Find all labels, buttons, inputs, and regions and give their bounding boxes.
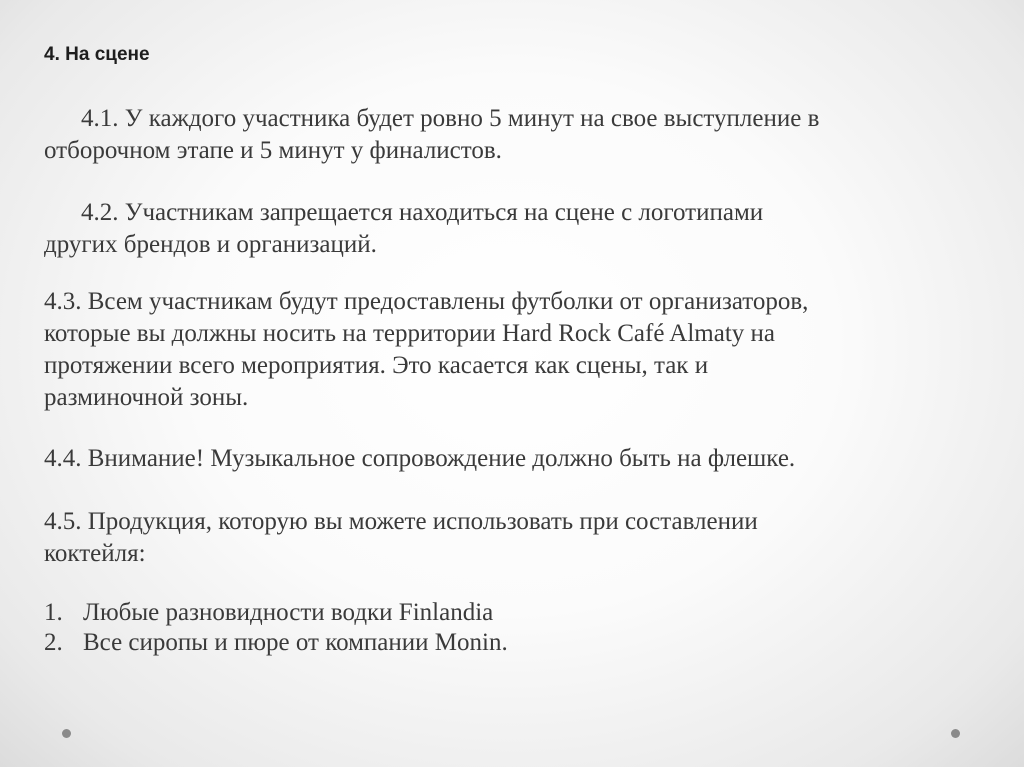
paragraph-line: которые вы должны носить на территории Hard Rock Café Almaty на — [44, 320, 776, 347]
paragraph-line: разминочной зоны. — [44, 384, 249, 411]
list-item-number: 2. — [44, 629, 63, 656]
paragraph-line: 4.3. Всем участникам будут предоставлены футболки от организаторов, — [44, 288, 809, 315]
list-item-text: Все сиропы и пюре от компании Monin. — [83, 629, 508, 656]
paragraph-line: отборочном этапе и 5 минут у финалистов. — [44, 137, 502, 164]
list-item — [44, 627, 944, 659]
list-item-text: Любые разновидности водки Finlandia — [83, 599, 494, 626]
decorative-dot-right — [951, 729, 960, 738]
paragraph-4-5 — [44, 506, 944, 570]
paragraph-line: коктейля: — [44, 540, 146, 567]
paragraph-line: протяжении всего мероприятия. Это касается как сцены, так и — [44, 352, 709, 379]
decorative-dot-left — [62, 729, 71, 738]
paragraph-4-3 — [44, 286, 944, 414]
paragraph-line: 4.5. Продукция, которую вы можете использовать при составлении — [44, 508, 758, 535]
list-item-number: 1. — [44, 599, 63, 626]
paragraph-line: 4.4. Внимание! Музыкальное сопровождение должно быть на флешке. — [44, 445, 796, 472]
list-item — [44, 597, 944, 629]
paragraph-line: других брендов и организаций. — [44, 231, 377, 258]
paragraph-4-2 — [44, 197, 944, 261]
paragraph-line: 4.1. У каждого участника будет ровно 5 минут на свое выступление в — [81, 105, 820, 132]
paragraph-4-4 — [44, 443, 944, 475]
paragraph-4-1 — [44, 103, 944, 167]
paragraph-line: 4.2. Участникам запрещается находиться на сцене с логотипами — [81, 199, 764, 226]
section-heading: 4. На сцене — [44, 44, 150, 65]
